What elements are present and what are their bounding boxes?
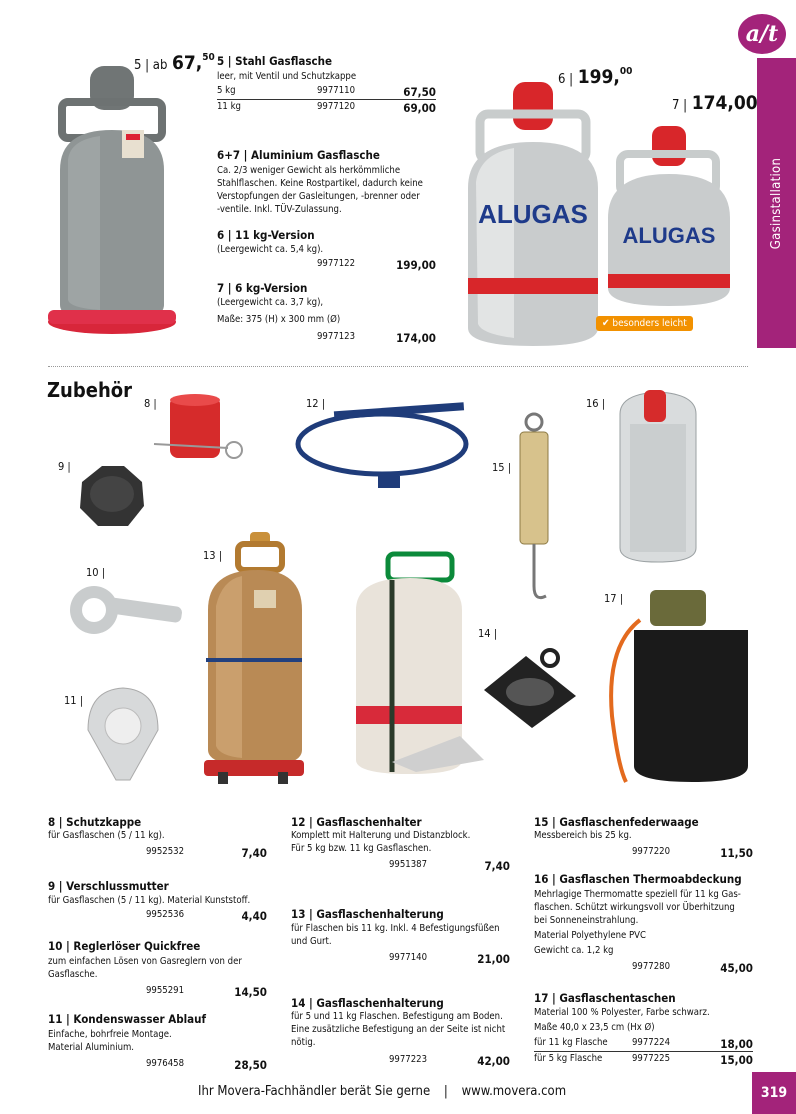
p7-desc: (Leergewicht ca. 3,7 kg), Maße: 375 (H) x 300 mm (Ø) <box>217 297 341 325</box>
alugas-logo-large: ALUGAS <box>478 199 588 229</box>
p17-title: 17 | Gasflaschentaschen <box>534 991 676 1005</box>
p5-row-11kg: 11 kg 9977120 69,00 <box>217 101 436 115</box>
protective-cap-image <box>150 392 250 472</box>
p10-row: 9955291 14,50 <box>146 985 267 999</box>
p5-desc: leer, mit Ventil und Schutzkappe <box>217 71 357 82</box>
p67-desc: Ca. 2/3 weniger Gewicht als herkömmliche Stahlflaschen. Keine Rostpartikel, dadurch keine Verstopfungen der Gasleitungen, -brenner oder -ventile. Inkl. TÜV-Zulassung. <box>217 165 423 215</box>
img-label-17: 17 | <box>604 592 624 605</box>
p9-row: 9952536 4,40 <box>146 909 267 923</box>
footer-url[interactable]: www.movera.com <box>461 1084 567 1099</box>
regulator-release-image <box>66 580 186 640</box>
p11-desc: Einfache, bohrfreie Montage. Material Aluminium. <box>48 1029 172 1053</box>
p16-title: 16 | Gasflaschen Thermoabdeckung <box>534 872 742 886</box>
img-label-14: 14 | <box>478 627 498 640</box>
bottle-mount-13-image <box>198 530 306 788</box>
item6-price-tag: 6 | 199,00 <box>558 66 633 88</box>
p16-row: 9977280 45,00 <box>632 961 753 975</box>
p15-desc: Messbereich bis 25 kg. <box>534 830 632 841</box>
p15-row: 9977220 11,50 <box>632 846 753 860</box>
section-sidebar-label: Gasinstallation <box>769 157 784 249</box>
img-label-15: 15 | <box>492 461 512 474</box>
p16-desc: Mehrlagige Thermomatte speziell für 11 kg Gas- flaschen. Schützt wirkungsvoll vor Überhitzung bei Sonneneinstrahlung. Material Polyethylene PVC Gewicht ca. 1,2 kg <box>534 889 741 956</box>
p8-desc: für Gasflaschen (5 / 11 kg). <box>48 830 165 841</box>
alugas-bottles-image <box>460 78 760 353</box>
p7-row: 9977123 174,00 <box>317 331 436 345</box>
img-label-16: 16 | <box>586 397 606 410</box>
p13-row: 9977140 21,00 <box>389 952 510 966</box>
p17-row-5kg: für 5 kg Flasche 9977225 15,00 <box>534 1053 753 1067</box>
p8-row: 9952532 7,40 <box>146 846 267 860</box>
footer-text: Ihr Movera-Fachhändler berät Sie gerne <box>198 1084 431 1099</box>
p9-title: 9 | Verschlussmutter <box>48 879 169 893</box>
item5-price-tag: 5 | ab 67,50 <box>134 52 215 74</box>
alugas-logo-small: ALUGAS <box>622 223 716 248</box>
p11-row: 9976458 28,50 <box>146 1058 267 1072</box>
p13-desc: für Flaschen bis 11 kg. Inkl. 4 Befestigungsfüßen und Gurt. <box>291 923 500 947</box>
page-number: 319 <box>752 1072 796 1114</box>
p12-title: 12 | Gasflaschenhalter <box>291 815 422 829</box>
p14-desc: für 5 und 11 kg Flaschen. Befestigung am Boden. Eine zusätzliche Befestigung an der Seite ist nicht nötig. <box>291 1011 506 1048</box>
floor-mount-image <box>480 640 580 730</box>
item7-price-tag: 7 | 174,00 <box>672 92 758 114</box>
p10-title: 10 | Reglerlöser Quickfree <box>48 939 201 953</box>
p6-desc: (Leergewicht ca. 5,4 kg). <box>217 244 324 255</box>
p7-title: 7 | 6 kg-Version <box>217 281 308 295</box>
p9-desc: für Gasflaschen (5 / 11 kg). Material Kunststoff. <box>48 895 251 906</box>
p67-title: 6+7 | Aluminium Gasflasche <box>217 148 380 162</box>
img-label-9: 9 | <box>58 460 71 473</box>
p13-title: 13 | Gasflaschenhalterung <box>291 907 444 921</box>
section-title: Zubehör <box>47 378 132 402</box>
p17-desc: Material 100 % Polyester, Farbe schwarz. Maße 40,0 x 23,5 cm (Hx Ø) <box>534 1007 710 1033</box>
img-label-8: 8 | <box>144 397 157 410</box>
condensation-drain-image <box>78 680 168 790</box>
thermo-cover-image <box>608 384 708 574</box>
p6-row: 9977122 199,00 <box>317 258 436 272</box>
bottle-holder-strap-image <box>292 396 472 496</box>
section-divider <box>48 366 748 367</box>
p6-title: 6 | 11 kg-Version <box>217 228 315 242</box>
p12-desc: Komplett mit Halterung und Distanzblock. Für 5 kg bzw. 11 kg Gasflaschen. <box>291 830 471 854</box>
bottle-mount-14-image <box>352 540 492 790</box>
p17-row-11kg: für 11 kg Flasche 9977224 18,00 <box>534 1037 753 1051</box>
lightweight-badge: ✔ besonders leicht <box>596 316 693 331</box>
img-label-13: 13 | <box>203 549 223 562</box>
p14-title: 14 | Gasflaschenhalterung <box>291 996 444 1010</box>
footer: Ihr Movera-Fachhändler berät Sie gerne | www.movera.com <box>198 1084 567 1099</box>
spring-scale-image <box>508 410 558 610</box>
p14-row: 9977223 42,00 <box>389 1054 510 1068</box>
p5-title: 5 | Stahl Gasflasche <box>217 54 333 68</box>
check-icon: ✔ <box>602 318 610 329</box>
bottle-bag-image <box>600 586 760 786</box>
img-label-10: 10 | <box>86 566 106 579</box>
sealing-nut-image <box>72 460 152 535</box>
p15-title: 15 | Gasflaschenfederwaage <box>534 815 699 829</box>
brand-logo: a/t <box>738 14 786 54</box>
img-label-11: 11 | <box>64 694 84 707</box>
p10-desc: zum einfachen Lösen von Gasreglern von der Gasflasche. <box>48 956 242 980</box>
p5-row-5kg: 5 kg 9977110 67,50 <box>217 85 436 99</box>
p11-title: 11 | Kondenswasser Ablauf <box>48 1012 207 1026</box>
img-label-12: 12 | <box>306 397 326 410</box>
steel-gas-bottle-image <box>40 60 190 350</box>
p8-title: 8 | Schutzkappe <box>48 815 142 829</box>
p12-row: 9951387 7,40 <box>389 859 510 873</box>
